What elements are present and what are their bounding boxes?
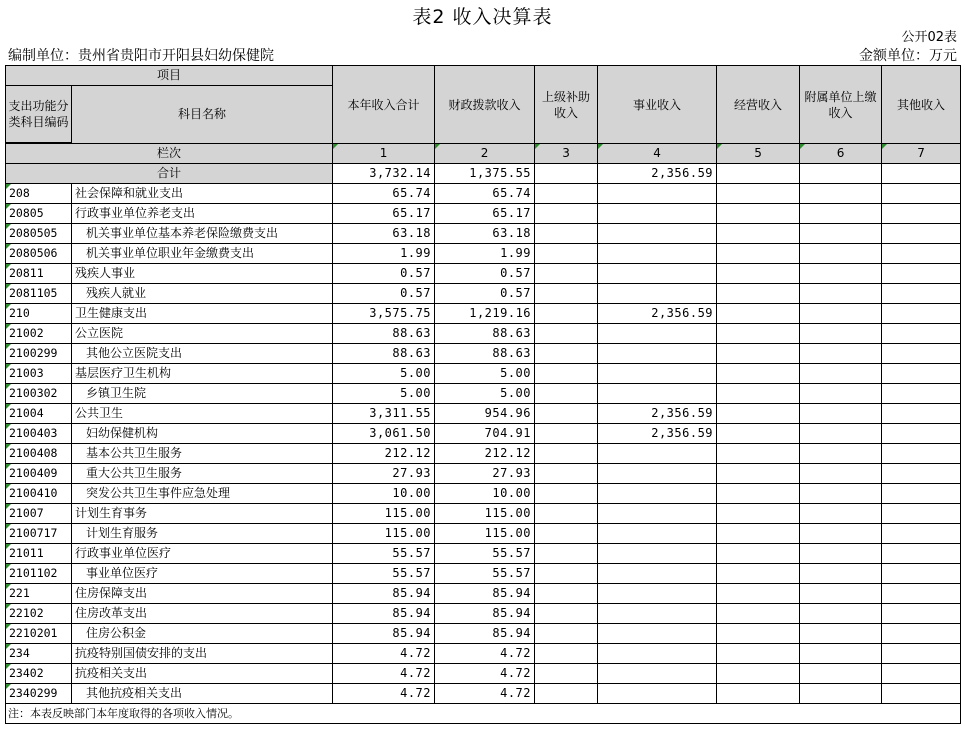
table-row [6, 604, 961, 624]
col-number-1: 1 [333, 144, 435, 164]
subject-code: 2100409 [6, 464, 72, 484]
subject-name: 住房改革支出 [72, 604, 333, 624]
subject-code: 2101102 [6, 564, 72, 584]
income-value [717, 664, 800, 684]
income-value [717, 544, 800, 564]
income-value [598, 244, 717, 264]
table-row [6, 664, 961, 684]
income-value: 0.57 [435, 264, 535, 284]
income-value: 2,356.59 [598, 404, 717, 424]
subject-name: 住房保障支出 [72, 584, 333, 604]
income-value [535, 664, 598, 684]
form-number: 公开02表 [901, 30, 957, 45]
income-value [717, 584, 800, 604]
income-value [717, 444, 800, 464]
income-value [882, 184, 961, 204]
subject-name: 行政事业单位养老支出 [72, 204, 333, 224]
table-row [6, 304, 961, 324]
income-value [535, 184, 598, 204]
income-value [882, 584, 961, 604]
income-value [598, 324, 717, 344]
col-number-5: 5 [717, 144, 800, 164]
row-index-label: 栏次 [6, 144, 333, 164]
income-value [535, 244, 598, 264]
income-value [800, 684, 882, 704]
income-value: 55.57 [333, 564, 435, 584]
income-value [598, 624, 717, 644]
income-value [535, 644, 598, 664]
income-value [800, 204, 882, 224]
subject-name: 公共卫生 [72, 404, 333, 424]
income-value: 10.00 [435, 484, 535, 504]
subject-name: 抗疫特别国债安排的支出 [72, 644, 333, 664]
table-row [6, 424, 961, 444]
table-row [6, 644, 961, 664]
header-col-1: 本年收入合计 [333, 66, 435, 144]
income-value [800, 384, 882, 404]
subject-name: 抗疫相关支出 [72, 664, 333, 684]
income-value [717, 464, 800, 484]
income-value [882, 604, 961, 624]
header-name: 科目名称 [72, 86, 333, 144]
income-value [800, 404, 882, 424]
subject-code: 2080506 [6, 244, 72, 264]
income-value: 4.72 [333, 644, 435, 664]
income-value [535, 624, 598, 644]
table-row [6, 344, 961, 364]
table-row [6, 464, 961, 484]
income-value: 1.99 [435, 244, 535, 264]
income-value [535, 384, 598, 404]
income-value [800, 184, 882, 204]
income-value: 88.63 [435, 324, 535, 344]
income-value [882, 344, 961, 364]
income-value [598, 544, 717, 564]
income-value [717, 244, 800, 264]
income-value [535, 264, 598, 284]
subject-name: 乡镇卫生院 [72, 384, 333, 404]
income-value [800, 344, 882, 364]
table-row [6, 624, 961, 644]
income-value: 2,356.59 [598, 304, 717, 324]
income-value [882, 364, 961, 384]
income-value [800, 584, 882, 604]
income-value [882, 204, 961, 224]
income-value [717, 644, 800, 664]
income-value: 115.00 [435, 524, 535, 544]
income-value: 88.63 [333, 344, 435, 364]
income-value [598, 524, 717, 544]
income-value [882, 424, 961, 444]
header-col-7: 其他收入 [882, 66, 961, 144]
income-value [717, 404, 800, 424]
table-row [6, 504, 961, 524]
table-row [6, 384, 961, 404]
subject-code: 208 [6, 184, 72, 204]
header-col-3: 上级补助收入 [535, 66, 598, 144]
income-value: 5.00 [333, 384, 435, 404]
subject-name: 计划生育事务 [72, 504, 333, 524]
income-value [535, 304, 598, 324]
income-value [800, 424, 882, 444]
income-value [800, 444, 882, 464]
income-value: 212.12 [435, 444, 535, 464]
income-value [535, 344, 598, 364]
income-value: 85.94 [333, 624, 435, 644]
income-value [800, 644, 882, 664]
income-value [882, 444, 961, 464]
subject-code: 21004 [6, 404, 72, 424]
income-value [717, 484, 800, 504]
subject-code: 2100299 [6, 344, 72, 364]
subject-code: 21002 [6, 324, 72, 344]
subject-name: 事业单位医疗 [72, 564, 333, 584]
income-value: 65.74 [435, 184, 535, 204]
col-number-3: 3 [535, 144, 598, 164]
income-value [800, 224, 882, 244]
income-value [717, 364, 800, 384]
income-value [882, 484, 961, 504]
income-value [800, 524, 882, 544]
subject-name: 其他抗疫相关支出 [72, 684, 333, 704]
income-value [882, 404, 961, 424]
income-value: 85.94 [435, 584, 535, 604]
table-row [6, 324, 961, 344]
subject-code: 2100408 [6, 444, 72, 464]
income-value [800, 244, 882, 264]
income-value [800, 664, 882, 684]
col-number-2: 2 [435, 144, 535, 164]
income-value: 5.00 [435, 364, 535, 384]
table-row [6, 524, 961, 544]
income-value [598, 584, 717, 604]
income-value [535, 424, 598, 444]
income-value: 63.18 [435, 224, 535, 244]
income-value [800, 264, 882, 284]
subject-code: 21007 [6, 504, 72, 524]
income-value [598, 364, 717, 384]
subject-name: 突发公共卫生事件应急处理 [72, 484, 333, 504]
total-label: 合计 [6, 164, 333, 184]
income-value [717, 604, 800, 624]
income-value: 4.72 [333, 664, 435, 684]
income-value [535, 544, 598, 564]
income-value: 10.00 [333, 484, 435, 504]
subject-name: 其他公立医院支出 [72, 344, 333, 364]
income-value [800, 304, 882, 324]
income-value [598, 484, 717, 504]
subject-name: 重大公共卫生服务 [72, 464, 333, 484]
income-value: 1.99 [333, 244, 435, 264]
subject-code: 22102 [6, 604, 72, 624]
col-number-7: 7 [882, 144, 961, 164]
income-value [598, 184, 717, 204]
income-value [717, 324, 800, 344]
preparing-unit: 编制单位：贵州省贵阳市开阳县妇幼保健院 [8, 48, 274, 64]
income-value: 85.94 [435, 624, 535, 644]
income-value: 5.00 [333, 364, 435, 384]
table-row [6, 244, 961, 264]
income-value [535, 484, 598, 504]
amount-unit: 金额单位：万元 [859, 48, 957, 64]
income-value [800, 564, 882, 584]
income-value [717, 524, 800, 544]
subject-code: 210 [6, 304, 72, 324]
income-value [598, 504, 717, 524]
income-value [717, 344, 800, 364]
income-value [882, 544, 961, 564]
income-value [882, 304, 961, 324]
income-value [882, 384, 961, 404]
income-value [717, 264, 800, 284]
table-row [6, 484, 961, 504]
income-value [800, 504, 882, 524]
income-value [717, 424, 800, 444]
income-value: 63.18 [333, 224, 435, 244]
table-row [6, 444, 961, 464]
income-value [535, 464, 598, 484]
table-row [6, 564, 961, 584]
income-value [598, 284, 717, 304]
income-value: 65.74 [333, 184, 435, 204]
subject-code: 2100403 [6, 424, 72, 444]
income-value: 85.94 [333, 584, 435, 604]
income-value [882, 564, 961, 584]
income-value [535, 224, 598, 244]
total-value: 1,375.55 [435, 164, 535, 184]
table-row [6, 544, 961, 564]
income-value [882, 464, 961, 484]
income-value [598, 664, 717, 684]
total-value [800, 164, 882, 184]
subject-code: 234 [6, 644, 72, 664]
total-value [717, 164, 800, 184]
income-value: 4.72 [333, 684, 435, 704]
col-number-4: 4 [598, 144, 717, 164]
total-value: 2,356.59 [598, 164, 717, 184]
income-value [882, 224, 961, 244]
subject-code: 2100410 [6, 484, 72, 504]
income-value [717, 624, 800, 644]
income-value [800, 624, 882, 644]
subject-name: 残疾人事业 [72, 264, 333, 284]
income-value [598, 564, 717, 584]
subject-code: 20805 [6, 204, 72, 224]
table-row [6, 404, 961, 424]
income-value [535, 564, 598, 584]
subject-name: 基本公共卫生服务 [72, 444, 333, 464]
header-col-5: 经营收入 [717, 66, 800, 144]
income-value [598, 644, 717, 664]
subject-name: 妇幼保健机构 [72, 424, 333, 444]
income-value [598, 384, 717, 404]
income-value: 88.63 [333, 324, 435, 344]
income-value: 4.72 [435, 644, 535, 664]
subject-code: 20811 [6, 264, 72, 284]
total-row [6, 164, 961, 184]
income-value [717, 224, 800, 244]
income-value [535, 584, 598, 604]
subject-code: 23402 [6, 664, 72, 684]
subject-name: 公立医院 [72, 324, 333, 344]
income-value: 3,061.50 [333, 424, 435, 444]
income-value: 115.00 [435, 504, 535, 524]
subject-name: 计划生育服务 [72, 524, 333, 544]
income-value [598, 684, 717, 704]
income-value: 2,356.59 [598, 424, 717, 444]
income-value [598, 604, 717, 624]
income-value: 55.57 [333, 544, 435, 564]
table-row [6, 224, 961, 244]
subject-code: 21011 [6, 544, 72, 564]
total-value: 3,732.14 [333, 164, 435, 184]
subject-code: 2081105 [6, 284, 72, 304]
table-row [6, 184, 961, 204]
income-value: 212.12 [333, 444, 435, 464]
income-value [535, 324, 598, 344]
income-value: 0.57 [333, 264, 435, 284]
income-value: 65.17 [333, 204, 435, 224]
note-row [6, 704, 961, 724]
subject-code: 221 [6, 584, 72, 604]
subject-code: 2100717 [6, 524, 72, 544]
income-table [5, 65, 961, 724]
income-value: 85.94 [333, 604, 435, 624]
table-note: 注：本表反映部门本年度取得的各项收入情况。 [6, 704, 961, 724]
subject-name: 行政事业单位医疗 [72, 544, 333, 564]
income-value: 4.72 [435, 664, 535, 684]
subject-name: 社会保障和就业支出 [72, 184, 333, 204]
income-value [800, 484, 882, 504]
subject-name: 基层医疗卫生机构 [72, 364, 333, 384]
income-value: 954.96 [435, 404, 535, 424]
income-value: 27.93 [333, 464, 435, 484]
income-value [598, 344, 717, 364]
income-value [882, 664, 961, 684]
income-value [882, 524, 961, 544]
subject-code: 2100302 [6, 384, 72, 404]
income-value: 65.17 [435, 204, 535, 224]
income-value: 55.57 [435, 564, 535, 584]
subject-name: 机关事业单位职业年金缴费支出 [72, 244, 333, 264]
table-row [6, 264, 961, 284]
income-value [717, 564, 800, 584]
income-value [800, 364, 882, 384]
total-value [535, 164, 598, 184]
col-number-6: 6 [800, 144, 882, 164]
income-value: 55.57 [435, 544, 535, 564]
income-value [882, 504, 961, 524]
income-value [535, 504, 598, 524]
income-value [800, 284, 882, 304]
subject-name: 机关事业单位基本养老保险缴费支出 [72, 224, 333, 244]
table-row [6, 684, 961, 704]
income-value: 115.00 [333, 504, 435, 524]
income-value [535, 444, 598, 464]
subject-code: 2210201 [6, 624, 72, 644]
income-value [717, 684, 800, 704]
total-value [882, 164, 961, 184]
header-col-4: 事业收入 [598, 66, 717, 144]
income-value [535, 404, 598, 424]
subject-name: 卫生健康支出 [72, 304, 333, 324]
header-col-6: 附属单位上缴收入 [800, 66, 882, 144]
income-value [535, 284, 598, 304]
income-value [800, 604, 882, 624]
income-value [800, 464, 882, 484]
income-value [800, 544, 882, 564]
income-value [535, 524, 598, 544]
header-row-index [6, 144, 961, 164]
income-value [882, 624, 961, 644]
income-value [717, 384, 800, 404]
income-value [717, 284, 800, 304]
page-title: 表2 收入决算表 [412, 6, 553, 28]
income-value: 115.00 [333, 524, 435, 544]
subject-name: 住房公积金 [72, 624, 333, 644]
income-value [717, 204, 800, 224]
header-col-2: 财政拨款收入 [435, 66, 535, 144]
income-value [598, 264, 717, 284]
header-row-item [6, 66, 961, 86]
income-value [882, 324, 961, 344]
income-value [535, 364, 598, 384]
income-value: 1,219.16 [435, 304, 535, 324]
income-value: 704.91 [435, 424, 535, 444]
income-value [882, 684, 961, 704]
income-value [882, 244, 961, 264]
table-row [6, 284, 961, 304]
header-item: 项目 [6, 66, 333, 86]
subject-code: 21003 [6, 364, 72, 384]
income-value: 3,575.75 [333, 304, 435, 324]
table-row [6, 204, 961, 224]
income-value: 5.00 [435, 384, 535, 404]
income-value: 0.57 [333, 284, 435, 304]
income-value [717, 304, 800, 324]
income-value [535, 604, 598, 624]
table-row [6, 364, 961, 384]
income-value [800, 324, 882, 344]
income-value: 0.57 [435, 284, 535, 304]
income-value [598, 224, 717, 244]
subject-name: 残疾人就业 [72, 284, 333, 304]
income-value: 85.94 [435, 604, 535, 624]
income-value [717, 184, 800, 204]
income-value [598, 464, 717, 484]
subject-code: 2080505 [6, 224, 72, 244]
income-value [717, 504, 800, 524]
income-value [598, 204, 717, 224]
income-value: 88.63 [435, 344, 535, 364]
income-value [882, 644, 961, 664]
header-code: 支出功能分类科目编码 [6, 86, 72, 143]
income-value [535, 684, 598, 704]
subject-code: 2340299 [6, 684, 72, 704]
income-value [598, 444, 717, 464]
income-value [882, 284, 961, 304]
income-value: 3,311.55 [333, 404, 435, 424]
income-value [882, 264, 961, 284]
income-value: 27.93 [435, 464, 535, 484]
income-value [535, 204, 598, 224]
income-value: 4.72 [435, 684, 535, 704]
table-row [6, 584, 961, 604]
